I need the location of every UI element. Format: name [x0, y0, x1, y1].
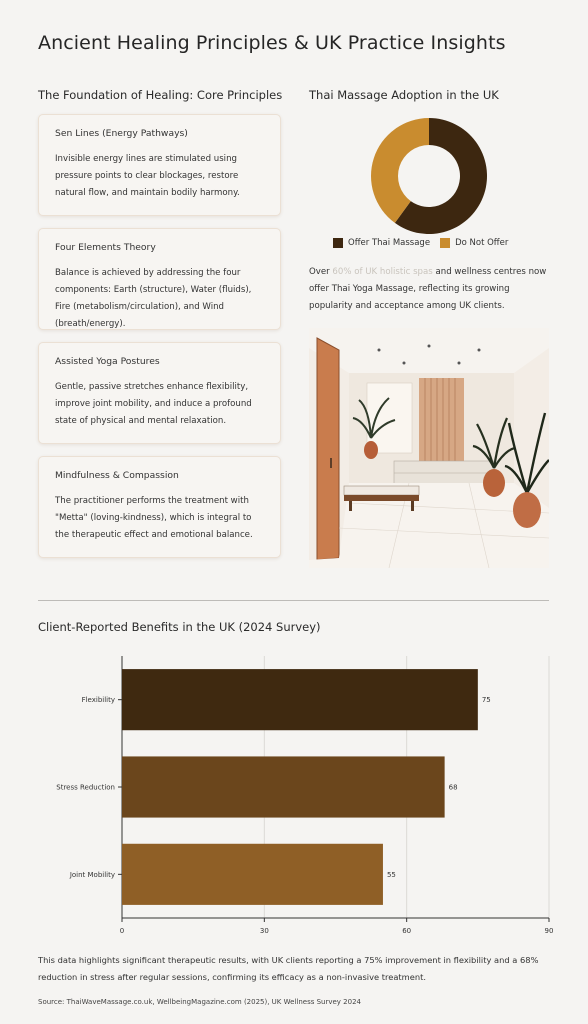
x-tick-label: 0 [119, 927, 125, 935]
adoption-heading: Thai Massage Adoption in the UK [309, 88, 499, 102]
card-body: Gentle, passive stretches enhance flexibility, improve joint mobility, and induce a profound state of physical and mental relaxation. [55, 382, 252, 426]
bar-value-label: 68 [448, 783, 458, 792]
bar-value-label: 75 [481, 696, 491, 705]
adoption-donut-chart [369, 116, 489, 236]
card-body: Invisible energy lines are stimulated using pressure points to clear blockages, restore natural flow, and maintain bodily harmony. [55, 154, 240, 198]
card-title: Sen Lines (Energy Pathways) [55, 128, 188, 139]
legend-label: Offer Thai Massage [348, 238, 431, 248]
card-title: Mindfulness & Compassion [55, 470, 179, 481]
bar-value-label: 55 [386, 870, 396, 879]
card-body: The practitioner performs the treatment with "Metta" (loving-kindness), which is integral to the therapeutic effect and emotional balance. [55, 496, 253, 540]
card-body: Balance is achieved by addressing the four components: Earth (structure), Water (fluids), Fire (metabolism/circulation), and Wind (breath/energy). [55, 268, 252, 329]
spa-interior-illustration [309, 328, 549, 568]
benefits-heading: Client-Reported Benefits in the UK (2024 Survey) [38, 620, 321, 634]
principle-card-sen-lines [38, 114, 281, 216]
principle-card-yoga-postures [38, 342, 281, 444]
legend-item-offer [333, 238, 430, 248]
adoption-highlight: 60% of UK holistic spas [332, 267, 433, 277]
page-title: Ancient Healing Principles & UK Practice Insights [38, 32, 506, 54]
adoption-text-before: Over [309, 267, 333, 277]
category-label: Flexibility [81, 696, 115, 705]
card-title: Four Elements Theory [55, 242, 156, 253]
section-divider [38, 600, 549, 601]
legend-swatch [333, 238, 343, 248]
adoption-description [309, 264, 554, 315]
card-title: Assisted Yoga Postures [55, 356, 160, 367]
source-note: Source: ThaiWaveMassage.co.uk, WellbeingMagazine.com (2025), UK Wellness Survey 2024 [38, 998, 361, 1006]
principles-heading: The Foundation of Healing: Core Principles [38, 88, 283, 102]
legend-swatch [440, 238, 450, 248]
bar [122, 669, 478, 730]
category-label: Joint Mobility [69, 870, 115, 879]
bar [122, 756, 445, 817]
benefits-bar-chart [0, 640, 588, 940]
category-label: Stress Reduction [56, 783, 115, 792]
x-tick-label: 30 [259, 927, 269, 935]
bar [122, 844, 383, 905]
legend-label: Do Not Offer [455, 238, 509, 248]
principle-card-four-elements [38, 228, 281, 330]
benefits-summary: This data highlights significant therapeutic results, with UK clients reporting a 75% improvement in flexibility and a 68% reduction in stress after regular sessions, confirming its efficacy as a non-invasive treatment. [38, 955, 539, 982]
donut-legend [333, 238, 518, 248]
x-tick-label: 90 [544, 927, 554, 935]
adoption-text-after: and wellness centres now offer Thai Yoga Massage, reflecting its growing popularity and acceptance among UK clients. [309, 267, 547, 311]
x-tick-label: 60 [402, 927, 412, 935]
legend-item-not-offer [440, 238, 508, 248]
principle-card-mindfulness [38, 456, 281, 558]
